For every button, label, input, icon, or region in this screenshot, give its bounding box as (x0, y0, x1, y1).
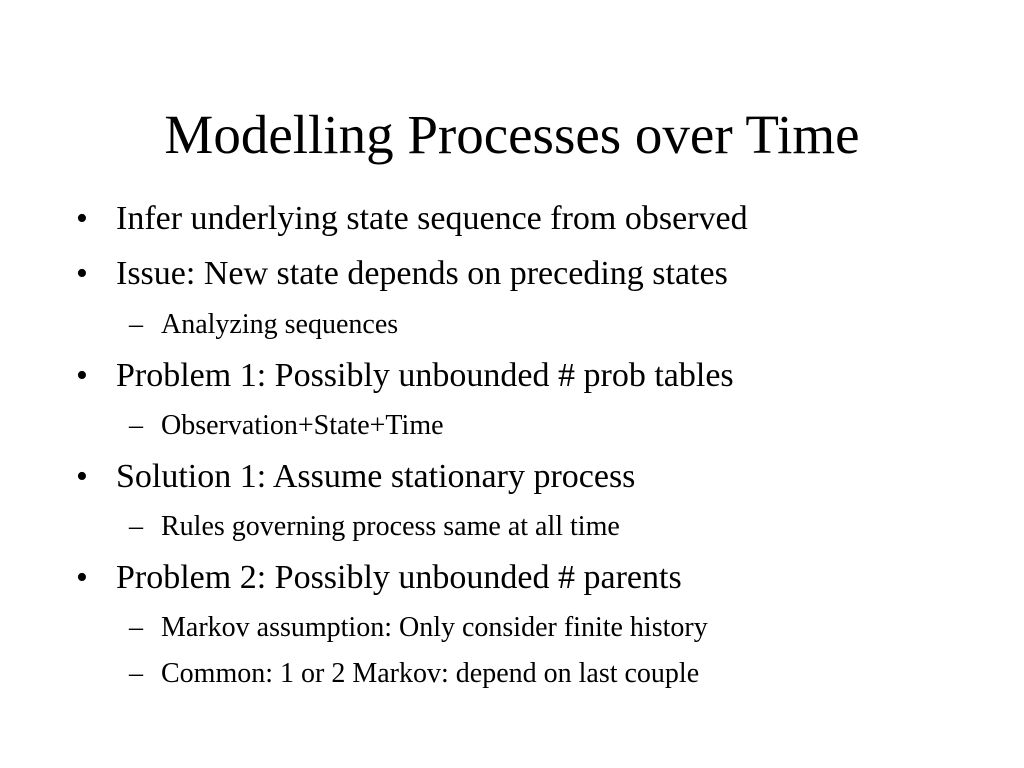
bullet-text: Infer underlying state sequence from observed (116, 200, 748, 237)
sub-bullet-text: Analyzing sequences (161, 309, 399, 340)
bullet-marker: • (76, 200, 88, 237)
bullet-text: Problem 2: Possibly unbounded # parents (116, 559, 682, 596)
sub-bullet-marker: – (129, 511, 143, 542)
bullet-marker: • (76, 458, 88, 495)
sub-bullet-marker: – (129, 658, 143, 689)
sub-bullet-marker: – (129, 410, 143, 441)
sub-bullet-text: Common: 1 or 2 Markov: depend on last couple (161, 658, 700, 689)
bullet-text: Problem 1: Possibly unbounded # prob tables (116, 357, 734, 394)
bullet-text: Solution 1: Assume stationary process (116, 458, 636, 495)
slide-title: Modelling Processes over Time (164, 104, 860, 165)
sub-bullet-marker: – (129, 612, 143, 643)
sub-bullet-text: Markov assumption: Only consider finite history (161, 612, 708, 643)
bullet-marker: • (76, 559, 88, 596)
bullet-text: Issue: New state depends on preceding states (116, 255, 728, 292)
sub-bullet-text: Observation+State+Time (161, 410, 444, 441)
bullet-marker: • (76, 357, 88, 394)
bullet-marker: • (76, 255, 88, 292)
sub-bullet-marker: – (129, 309, 143, 340)
sub-bullet-text: Rules governing process same at all time (161, 511, 620, 542)
